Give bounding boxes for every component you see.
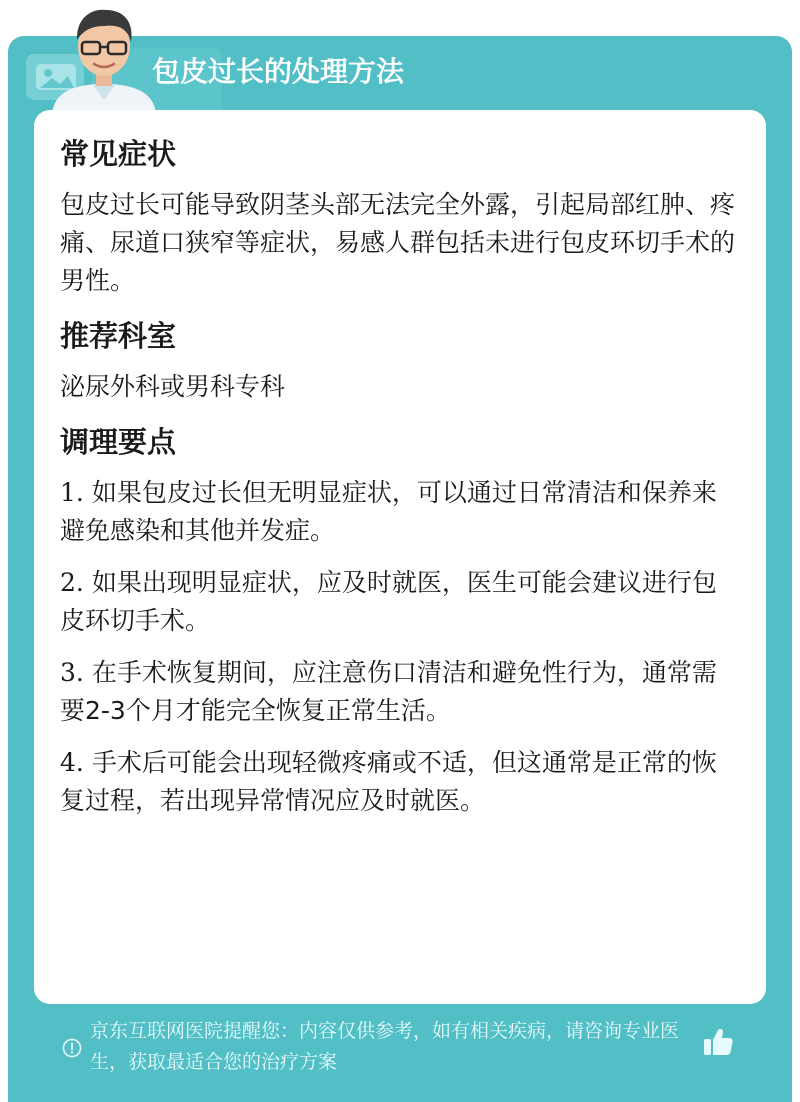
list-item — [60, 474, 740, 550]
disclaimer-text: 京东互联网医院提醒您：内容仅供参考，如有相关疾病，请咨询专业医生，获取最适合您的治疗方案 — [90, 1020, 680, 1073]
list-item-number: 1. — [60, 478, 84, 507]
doctor-avatar — [44, 2, 164, 114]
section-text: 包皮过长可能导致阴茎头部无法完全外露，引起局部红肿、疼痛、尿道口狭窄等症状，易感人群包括未进行包皮环切手术的男性。 — [60, 190, 736, 295]
list-item-text: 手术后可能会出现轻微疼痛或不适，但这通常是正常的恢复过程，若出现异常情况应及时就医。 — [60, 748, 717, 815]
list-item-text: 在手术恢复期间，应注意伤口清洁和避免性行为，通常需要2-3个月才能完全恢复正常生活。 — [60, 658, 717, 725]
section-department — [60, 316, 740, 406]
list-item-number: 2. — [60, 568, 84, 597]
list-item-number: 3. — [60, 658, 84, 687]
section-symptoms — [60, 134, 740, 300]
section-title: 推荐科室 — [60, 319, 177, 353]
thumbs-up-icon[interactable] — [700, 1024, 736, 1060]
list-item — [60, 744, 740, 820]
list-item-number: 4. — [60, 748, 84, 777]
list-item — [60, 564, 740, 640]
page-title: 包皮过长的处理方法 — [152, 55, 405, 88]
section-care-points — [60, 422, 740, 820]
section-title: 调理要点 — [60, 425, 177, 459]
list-item-text: 如果包皮过长但无明显症状，可以通过日常清洁和保养来避免感染和其他并发症。 — [60, 478, 717, 545]
section-text: 泌尿外科或男科专科 — [60, 372, 286, 401]
info-icon — [62, 1038, 82, 1058]
section-title: 常见症状 — [60, 137, 177, 171]
list-item — [60, 654, 740, 730]
content-card — [34, 110, 766, 1004]
list-item-text: 如果出现明显症状，应及时就医，医生可能会建议进行包皮环切手术。 — [60, 568, 717, 635]
